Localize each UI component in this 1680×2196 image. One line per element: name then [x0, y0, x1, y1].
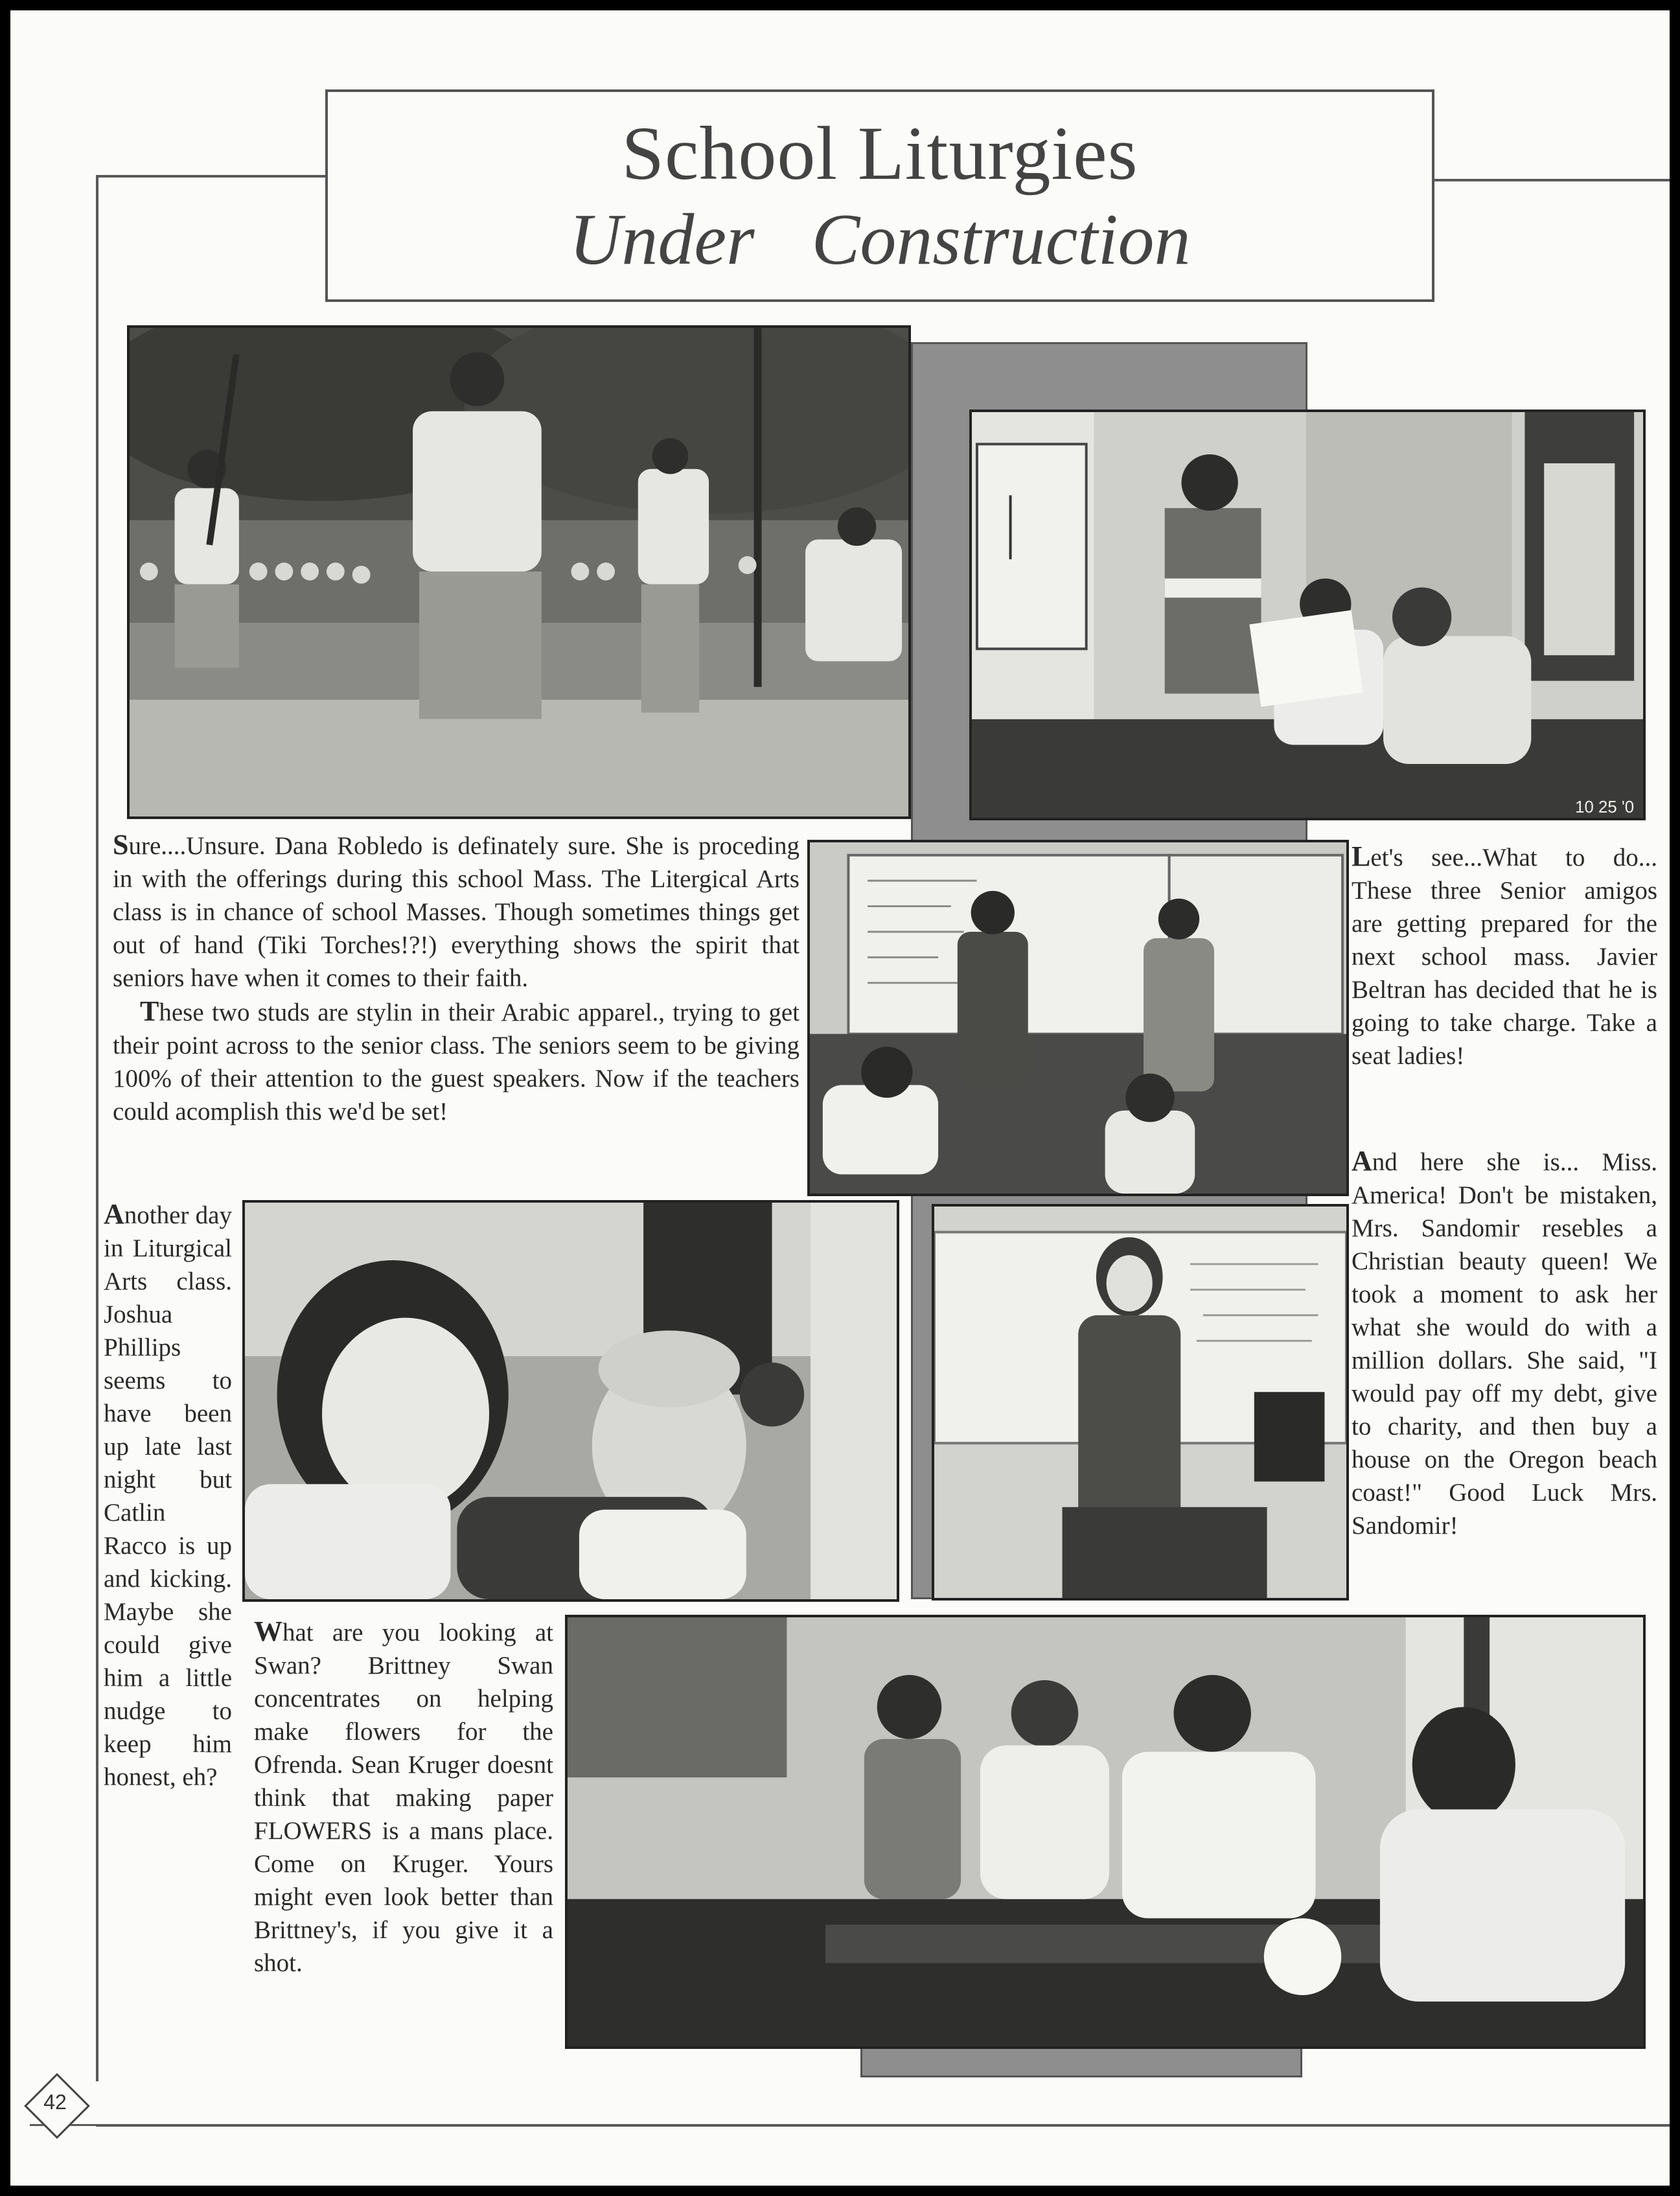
photo-date-stamp: 10 25 '0: [1575, 798, 1635, 817]
caption-dropcap: A: [1352, 1145, 1372, 1177]
page-number: 42: [43, 2090, 67, 2114]
frame-bottom: [96, 2124, 1670, 2127]
caption-text: hese two studs are stylin in their Arabic apparel., trying to get their point across to the senior class. The seniors seem to be giving 100% of their attention to the guest speakers. Now if the teachers could acomplish this we'd be set!: [113, 999, 800, 1126]
caption-dropcap: S: [113, 829, 129, 861]
grey-panel-bottom: [860, 2045, 1302, 2077]
photo-joshua-catlin: [242, 1200, 899, 1602]
frame-top-right: [1433, 179, 1670, 181]
caption-dana-robledo-and-studs: [113, 828, 800, 1128]
yearbook-page: [10, 10, 1670, 2186]
frame-left: [96, 175, 98, 2081]
caption-text: nother day in Liturgical Arts class. Joshua Phillips seems to have been up late last night but Catlin Racco is up and kicking. Maybe she could give him a little nudge to keep him honest, eh?: [104, 1201, 232, 1791]
photo-guest-speakers: [807, 840, 1349, 1196]
caption-text: hat are you looking at Swan? Brittney Swan concentrates on helping make flowers for the Ofrenda. Sean Kruger doesnt think that making paper FLOWERS is a mans place. Come on Kruger. Yours might even look better than Brittney's, if you give it a shot.: [254, 1619, 553, 1977]
caption-dropcap: L: [1352, 840, 1371, 872]
caption-senior-amigos: [1352, 840, 1657, 1072]
photo-outdoor-mass: [127, 325, 911, 819]
caption-mrs-sandomir: [1352, 1144, 1657, 1542]
caption-text: ure....Unsure. Dana Robledo is definately sure. She is proceding in with the offerings during this school Mass. The Litergical Arts class is in chance of school Masses. Though sometimes things get out of hand (Tiki Torches!?!) everything shows the spirit that seniors have when it comes to their faith.: [113, 832, 800, 992]
caption-text: et's see...What to do... These three Senior amigos are getting prepared for the next school mass. Javier Beltran has decided that he is going to take charge. Take a seat ladies!: [1352, 844, 1657, 1070]
title-box: [325, 89, 1434, 302]
page-number-badge: [19, 2068, 91, 2140]
caption-joshua-phillips: [104, 1197, 232, 1794]
caption-dropcap: T: [140, 995, 159, 1027]
caption-dropcap: W: [254, 1615, 282, 1647]
frame-top-left: [96, 175, 327, 178]
photo-mrs-sandomir: [932, 1204, 1349, 1601]
caption-text: nd here she is... Miss. America! Don't be mistaken, Mrs. Sandomir resebles a Christian beauty queen! We took a moment to ask her what she would do with a million dollars. She said, "I would pay off my debt, give to charity, and then buy a house on the Oregon beach coast!" Good Luck Mrs. Sandomir!: [1352, 1148, 1657, 1540]
caption-brittney-swan: [254, 1615, 553, 1980]
page-title: School Liturgies: [621, 111, 1138, 196]
page-subtitle: Under Construction: [569, 200, 1191, 280]
photo-paper-flowers: [565, 1615, 1646, 2049]
photo-senior-amigos: [969, 410, 1646, 820]
caption-dropcap: A: [104, 1198, 124, 1230]
